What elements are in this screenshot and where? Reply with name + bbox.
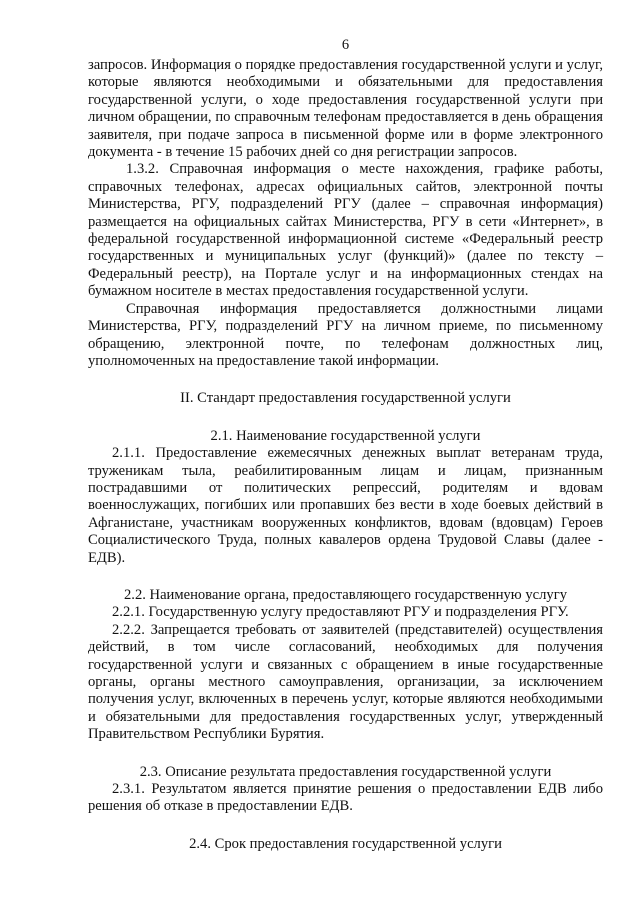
paragraph-reference-info: Справочная информация предоставляется должностными лицами Министерства, РГУ, подразделений РГУ на личном приеме, по письменному обращению, электронной почте, по телефонам должностных лиц, уполномоченных на предоставление такой информации.: [88, 300, 603, 369]
heading-2-2: 2.2. Наименование органа, предоставляющего государственную услугу: [124, 586, 567, 603]
heading-2-3: 2.3. Описание результата предоставления государственной услуги: [139, 763, 552, 780]
paragraph-2-3-1: 2.3.1. Результатом является принятие решения о предоставлении ЕДВ либо решения об отказе в предоставлении ЕДВ.: [88, 781, 603, 815]
page-number: 6: [341, 37, 350, 53]
paragraph-2-1-1: 2.1.1. Предоставление ежемесячных денежных выплат ветеранам труда, труженикам тыла, реабилитированным лицам и лицам, признанным пострадавшими от политических репрессий, родителям и вдовам военнослужащих, погибших или пропавших без вести в ходе боевых действий в Афганистане, участникам вооруженных конфликтов, вдовам (вдовцам) Героев Социалистического Труда, полных кавалеров ордена Трудовой Славы (далее - ЕДВ).: [88, 445, 603, 566]
paragraph-1-3-2: 1.3.2. Справочная информация о месте нахождения, графике работы, справочных телефонах, адресах официальных сайтов, электронной почты Министерства, РГУ, подразделений РГУ (далее – справочная информация) размещается на официальных сайтах Министерства, РГУ в сети «Интернет», в федеральной государственной информационной системе «Федеральный реестр государственных и муниципальных услуг (функций)» (далее по тексту – Федеральный реестр), на Портале услуг и на информационных стендах на бумажном носителе в местах предоставления государственной услуги.: [88, 161, 603, 300]
paragraph-2-2-1: 2.2.1. Государственную услугу предоставляют РГУ и подразделения РГУ.: [112, 604, 569, 621]
heading-2-1: 2.1. Наименование государственной услуги: [210, 427, 481, 444]
paragraph-2-2-2: 2.2.2. Запрещается требовать от заявителей (представителей) осуществления действий, в том числе согласований, необходимых для получения государственной услуги и связанных с обращением в иные государственные органы, органы местного самоуправления, организации, за исключением получения услуг, включенных в перечень услуг, которые являются необходимыми и обязательными для предоставления государственных услуг, утвержденный Правительством Республики Бурятия.: [88, 621, 603, 743]
section-2-title: II. Стандарт предоставления государственной услуги: [180, 390, 511, 407]
heading-2-4: 2.4. Срок предоставления государственной услуги: [189, 835, 502, 852]
paragraph-requests-info: запросов. Информация о порядке предоставления государственной услуги и услуг, которые являются необходимыми и обязательными для предоставления государственной услуги, о ходе предоставления государственной услуги при личном обращении, по справочным телефонам предоставляется в день обращения заявителя, при подаче запроса в письменной форме или в форме электронного документа - в течение 15 рабочих дней со дня регистрации запросов.: [88, 57, 603, 161]
